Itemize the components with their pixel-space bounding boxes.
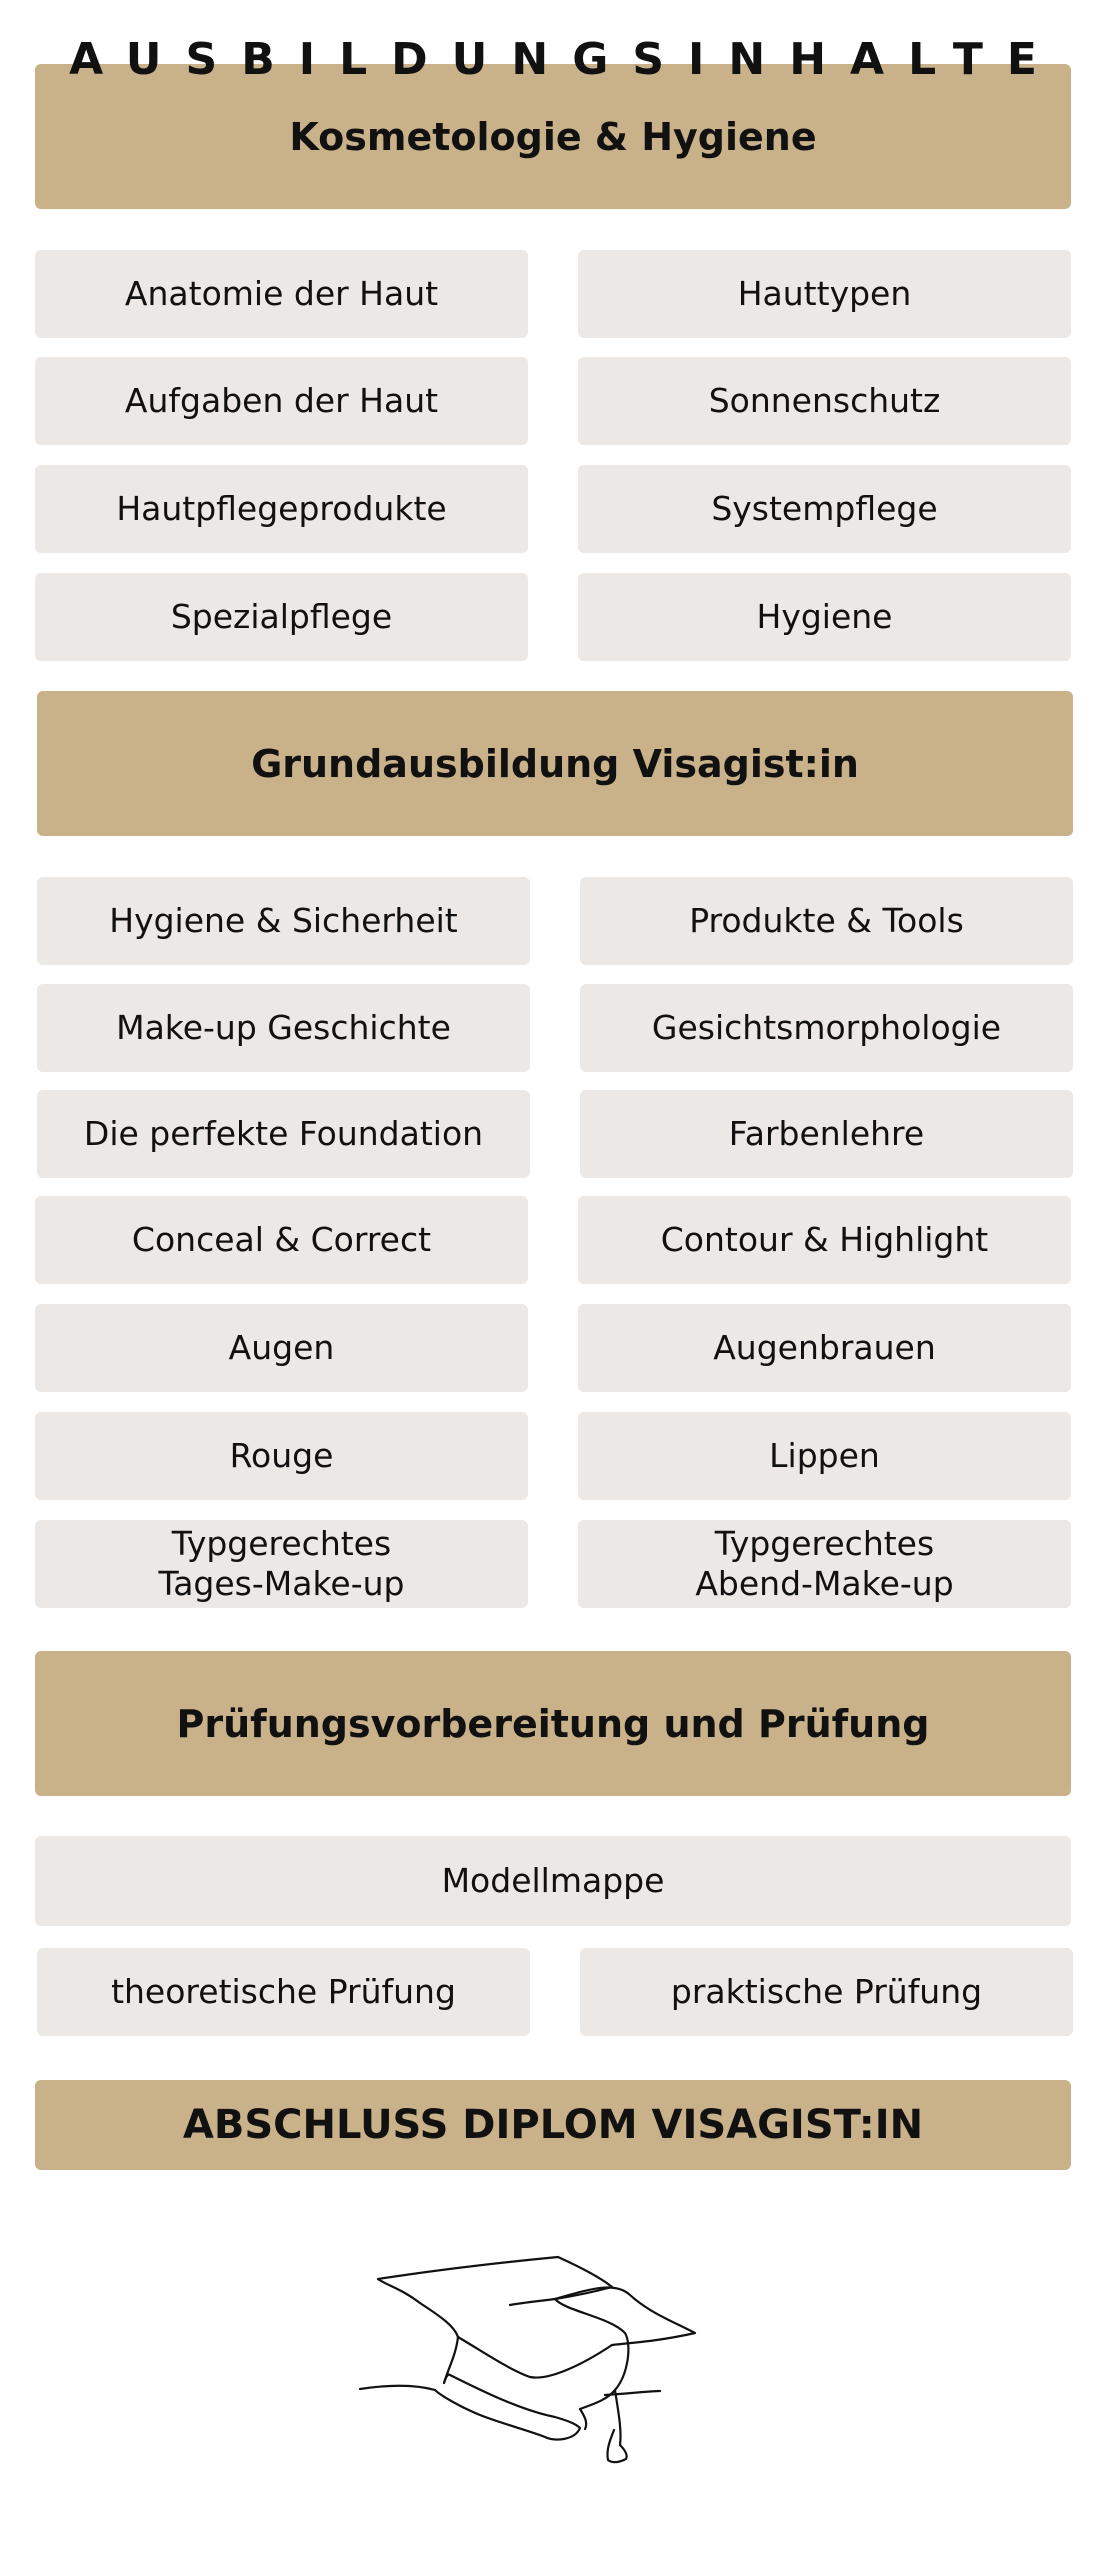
- topic-tile: Conceal & Correct: [35, 1196, 528, 1284]
- topic-tile: Hygiene & Sicherheit: [37, 877, 530, 965]
- topic-tile-abend-make-up: [578, 1520, 1071, 1608]
- topic-tile: Hautpflegeprodukte: [35, 465, 528, 553]
- topic-tile-praxis: praktische Prüfung: [580, 1948, 1073, 2036]
- topic-tile-line: Abend-Make-up: [695, 1564, 954, 1603]
- topic-tile: Anatomie der Haut: [35, 250, 528, 338]
- topic-tile-line: Typgerechtes: [171, 1524, 392, 1563]
- page-title: AUSBILDUNGSINHALTE: [69, 34, 1061, 85]
- topic-tile: Hygiene: [578, 573, 1071, 661]
- topic-tile-tages-make-up: [35, 1520, 528, 1608]
- topic-tile: Gesichtsmorphologie: [580, 984, 1073, 1072]
- topic-tile: Farbenlehre: [580, 1090, 1073, 1178]
- topic-tile: Make-up Geschichte: [37, 984, 530, 1072]
- topic-tile: Contour & Highlight: [578, 1196, 1071, 1284]
- topic-tile: Hauttypen: [578, 250, 1071, 338]
- topic-tile: Die perfekte Foundation: [37, 1090, 530, 1178]
- topic-tile-theorie: theoretische Prüfung: [37, 1948, 530, 2036]
- topic-tile: Lippen: [578, 1412, 1071, 1500]
- topic-tile: Sonnenschutz: [578, 357, 1071, 445]
- topic-tile: Aufgaben der Haut: [35, 357, 528, 445]
- topic-tile: Augenbrauen: [578, 1304, 1071, 1392]
- topic-tile: Spezialpflege: [35, 573, 528, 661]
- topic-tile-line: Typgerechtes: [714, 1524, 935, 1563]
- topic-tile: Systempflege: [578, 465, 1071, 553]
- topic-tile-modellmappe: Modellmappe: [35, 1836, 1071, 1926]
- topic-tile: Produkte & Tools: [580, 877, 1073, 965]
- topic-tile-line: Tages-Make-up: [158, 1564, 405, 1603]
- section-heading-kosmetologie: Kosmetologie & Hygiene: [35, 64, 1071, 209]
- section-heading-pruefung: Prüfungsvorbereitung und Prüfung: [35, 1651, 1071, 1796]
- section-heading-abschluss: ABSCHLUSS DIPLOM VISAGIST:IN: [35, 2080, 1071, 2170]
- topic-tile: Augen: [35, 1304, 528, 1392]
- topic-tile: Rouge: [35, 1412, 528, 1500]
- graduation-cap-line-art-icon: [350, 2245, 750, 2545]
- section-heading-grundausbildung: Grundausbildung Visagist:in: [37, 691, 1073, 836]
